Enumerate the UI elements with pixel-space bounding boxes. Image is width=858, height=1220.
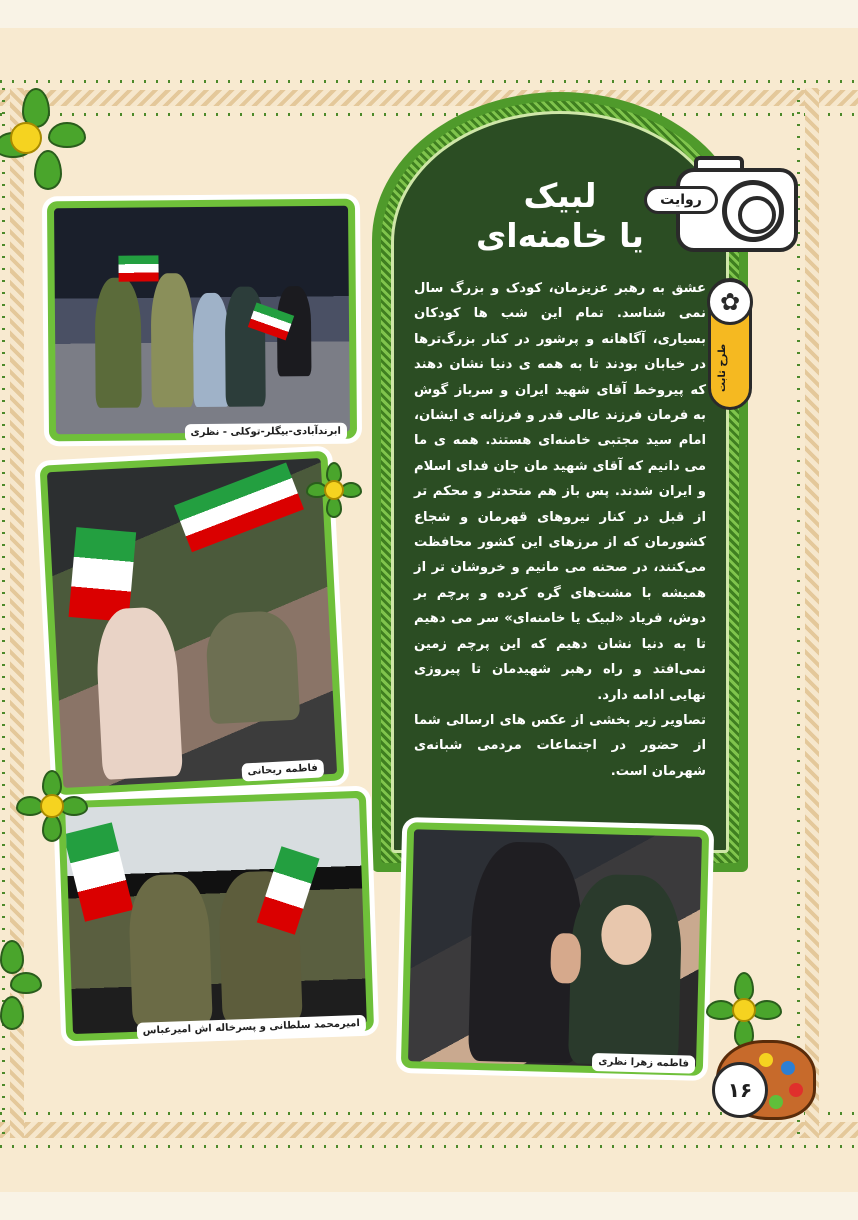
flower-icon xyxy=(706,972,782,1048)
photo-girl-hand-flag xyxy=(401,822,709,1076)
series-tag-text: طرح ثابت xyxy=(717,343,728,393)
article-body xyxy=(414,276,706,784)
page-number: ۱۶ xyxy=(712,1062,768,1118)
flower-icon xyxy=(0,940,44,1030)
top-decorative-border xyxy=(0,78,858,118)
flower-icon: ✿ xyxy=(707,279,753,325)
photo-caption: ابرندآبادی-بیگلر-توکلی - نظری xyxy=(184,423,347,442)
section-label: روایت xyxy=(644,186,718,214)
photo-caption: فاطمه زهرا نظری xyxy=(592,1053,695,1074)
photo-boys-in-car xyxy=(58,791,374,1042)
article-paragraph-2: تصاویر زیر بخشی از عکس های ارسالی شما از حضور در اجتماعات مردمی شبانه‌ی شهرمان است. xyxy=(414,712,706,779)
photo-girl-with-flags xyxy=(40,451,345,796)
photo-image xyxy=(65,798,367,1034)
photo-image xyxy=(47,458,337,788)
photo-children-boys xyxy=(47,199,357,442)
flower-icon xyxy=(306,462,362,518)
photo-caption: فاطمه ریحانی xyxy=(241,759,324,781)
series-tag xyxy=(708,278,752,410)
title-line-2: یا خامنه‌ای xyxy=(476,216,644,255)
title-line-1: لبیک xyxy=(523,176,597,215)
photo-image xyxy=(408,829,702,1068)
photo-image xyxy=(54,206,350,435)
flower-icon xyxy=(0,88,86,188)
flower-icon xyxy=(16,770,88,842)
article-paragraph-1: عشق به رهبر عزیزمان، کودک و بزرگ سال نمی شناسد. تمام این شب ها کودکان بسیاری، آگاهانه و پرشور در کنار بزرگ‌ترها در خیابان بودند تا به همه ی دنیا نشان دهند که پیروخط آقای شهید ایران و سرباز گوش به فرمان فرزند عالی قدر و فرزانه ی ایشان، امام سید مجتبی خامنه‌ای هستند. همه ی ما می دانیم که آقای شهید مان جان فدای اسلام و ایران شدند. پس باز هم متحدتر و محکم تر از قبل در کنار نیروهای قهرمان و شجاع کشورمان که از مرزهای این کشور محافظت می‌کنند، در صحنه می مانیم و خروشان تر از همیشه با مشت‌های گره کرده و پرچم بر دوش، فریاد «لبیک یا خامنه‌ای» سر می دهیم تا به دنیا نشان دهیم که این پرچم زمین نمی‌افتد و راه رهبر شهیدمان تا پیروزی نهایی ادامه دارد. xyxy=(414,281,706,703)
photo-caption: امیرمحمد سلطانی و پسرخاله اش امیرعباس xyxy=(136,1015,366,1041)
